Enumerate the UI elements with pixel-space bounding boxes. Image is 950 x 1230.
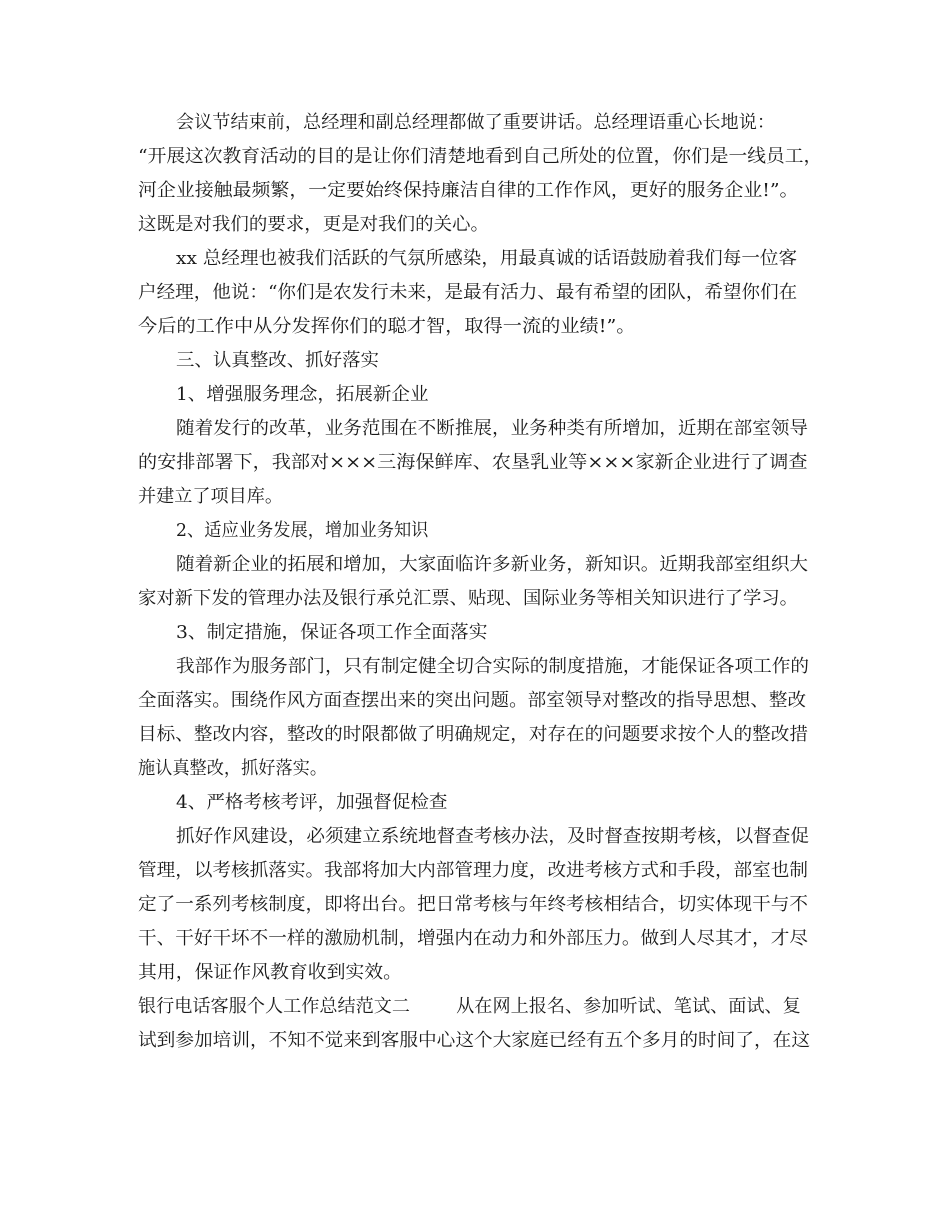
paragraph-line: 施认真整改，抓好落实。: [138, 758, 327, 779]
paragraph-line: 试到参加培训，不知不觉来到客服中心这个大家庭已经有五个多月的时间了，在这: [138, 1030, 810, 1051]
section-heading: 三、认真整改、抓好落实: [176, 350, 379, 371]
paragraph-line: 随着新企业的拓展和增加，大家面临许多新业务，新知识。近期我部室组织大: [176, 554, 809, 575]
paragraph-line: 家对新下发的管理办法及银行承兑汇票、贴现、国际业务等相关知识进行了学习。: [138, 588, 799, 609]
paragraph-line: 并建立了项目库。: [138, 486, 283, 507]
paragraph-line: 今后的工作中从分发挥你们的聪才智，取得一流的业绩!”。: [138, 316, 636, 337]
paragraph-line: 全面落实。围绕作风方面查摆出来的突出问题。部室领导对整改的指导思想、整改: [138, 690, 806, 711]
paragraph-line: 随着发行的改革，业务范围在不断推展，业务种类有所增加，近期在部室领导: [176, 418, 809, 439]
article-title-line: 银行电话客服个人工作总结范文二 从在网上报名、参加听试、笔试、面试、复: [138, 996, 801, 1017]
paragraph-line: 的安排部署下，我部对×××三海保鲜库、农垦乳业等×××家新企业进行了调查: [138, 452, 808, 473]
paragraph-line: 管理，以考核抓落实。我部将加大内部管理力度，改进考核方式和手段，部室也制: [138, 860, 808, 881]
subsection-heading: 2、适应业务发展，增加业务知识: [176, 520, 429, 541]
paragraph-line: 河企业接触最频繁，一定要始终保持廉洁自律的工作作风，更好的服务企业!”。: [138, 180, 799, 201]
subsection-heading: 1、增强服务理念，拓展新企业: [176, 384, 429, 405]
paragraph-line: 这既是对我们的要求，更是对我们的关心。: [138, 214, 489, 235]
subsection-heading: 4、严格考核考评，加强督促检查: [176, 792, 448, 813]
paragraph-line: 定了一系列考核制度，即将出台。把日常考核与年终考核相结合，切实体现干与不: [138, 894, 808, 915]
paragraph-line: 抓好作风建设，必须建立系统地督查考核办法，及时督查按期考核，以督查促: [176, 826, 809, 847]
paragraph-line: xx 总经理也被我们活跃的气氛所感染，用最真诚的话语鼓励着我们每一位客: [176, 248, 798, 269]
paragraph-line: 目标、整改内容，整改的时限都做了明确规定，对存在的问题要求按个人的整改措: [138, 724, 808, 745]
paragraph-line: 其用，保证作风教育收到实效。: [138, 962, 402, 983]
paragraph-line: 户经理，他说：“你们是农发行未来，是最有活力、最有希望的团队，希望你们在: [138, 282, 798, 303]
paragraph-line: 我部作为服务部门，只有制定健全切合实际的制度措施，才能保证各项工作的: [176, 656, 809, 677]
subsection-heading: 3、制定措施，保证各项工作全面落实: [176, 622, 488, 643]
paragraph-line: 会议节结束前，总经理和副总经理都做了重要讲话。总经理语重心长地说：: [176, 112, 775, 133]
paragraph-line: “开展这次教育活动的目的是让你们清楚地看到自己所处的位置，你们是一线员工，: [138, 146, 823, 167]
paragraph-line: 干、干好干坏不一样的激励机制，增强内在动力和外部压力。做到人尽其才，才尽: [138, 928, 808, 949]
